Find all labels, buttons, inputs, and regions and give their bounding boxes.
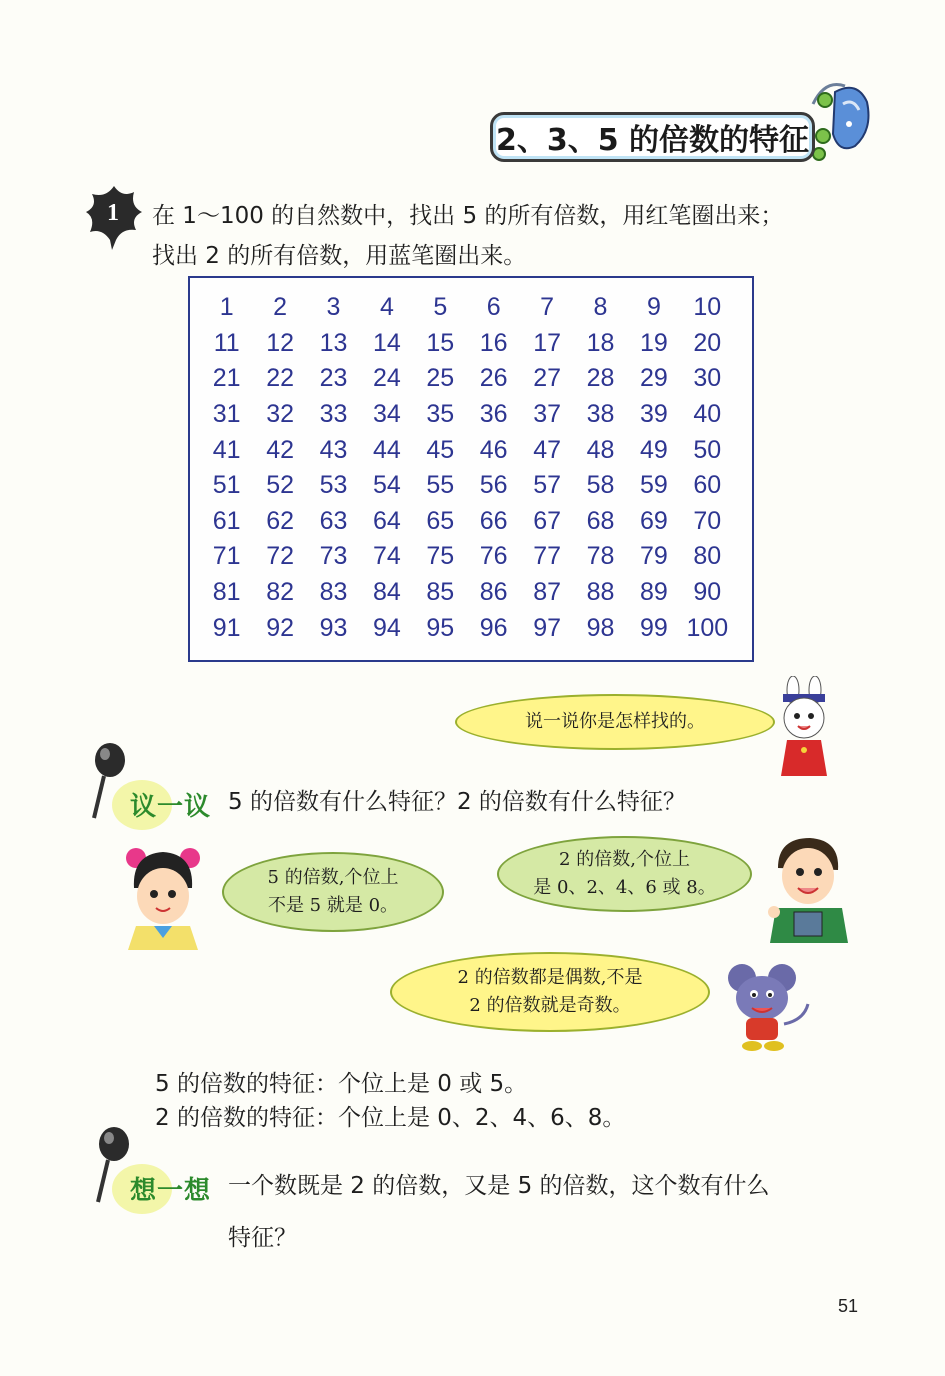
grid-number-cell[interactable]: 34 <box>372 400 401 429</box>
grid-number-cell[interactable]: 40 <box>693 400 722 429</box>
grid-number-cell[interactable]: 85 <box>426 578 455 607</box>
rabbit-speech-bubble <box>455 694 775 750</box>
grid-number-cell[interactable]: 83 <box>319 578 348 607</box>
grid-number-cell[interactable]: 41 <box>212 435 241 464</box>
grid-number-cell[interactable]: 94 <box>372 613 401 642</box>
grid-number-cell[interactable]: 87 <box>533 578 561 607</box>
grid-number-cell[interactable]: 88 <box>586 578 615 607</box>
grid-number-cell[interactable]: 36 <box>479 400 508 429</box>
grid-number-cell[interactable]: 100 <box>686 613 729 642</box>
grid-number-cell[interactable]: 72 <box>266 542 294 571</box>
grid-number-cell[interactable]: 10 <box>693 293 722 322</box>
grid-number-cell[interactable]: 9 <box>646 293 661 322</box>
page-number: 51 <box>838 1296 859 1316</box>
grid-number-cell[interactable]: 98 <box>586 613 615 642</box>
grid-number-cell[interactable]: 95 <box>426 613 455 642</box>
grid-number-cell[interactable]: 51 <box>212 471 241 500</box>
grid-number-cell[interactable]: 43 <box>319 435 348 464</box>
girl-speech-line2: 不是 5 就是 0。 <box>267 895 399 916</box>
girl-character <box>118 838 208 950</box>
grid-number-cell[interactable]: 23 <box>319 364 348 393</box>
grid-number-cell[interactable]: 69 <box>639 506 668 535</box>
task-number: 1 <box>107 200 119 226</box>
grid-number-cell[interactable]: 45 <box>426 435 455 464</box>
grid-number-cell[interactable]: 27 <box>533 364 561 393</box>
grid-number-cell[interactable]: 42 <box>266 435 294 464</box>
grid-number-cell[interactable]: 76 <box>479 542 508 571</box>
mouse-speech-line1: 2 的倍数都是偶数,不是 <box>457 967 643 988</box>
grid-number-cell[interactable]: 8 <box>593 293 608 322</box>
grid-number-cell[interactable]: 25 <box>426 364 455 393</box>
task1-instruction-line1: 在 1～100 的自然数中，找出 5 的所有倍数，用红笔圈出来； <box>152 203 784 229</box>
grid-number-cell[interactable]: 84 <box>372 578 401 607</box>
grid-number-cell[interactable]: 13 <box>319 328 348 357</box>
grid-number-cell[interactable]: 26 <box>479 364 508 393</box>
grid-number-cell[interactable]: 79 <box>639 542 668 571</box>
grid-number-cell[interactable]: 90 <box>693 578 722 607</box>
grid-number-cell[interactable]: 93 <box>319 613 348 642</box>
grid-number-cell[interactable]: 63 <box>319 506 348 535</box>
grid-number-cell[interactable]: 11 <box>213 328 240 357</box>
grid-number-cell[interactable]: 6 <box>486 293 501 322</box>
grid-number-cell[interactable]: 78 <box>586 542 615 571</box>
grid-number-cell[interactable]: 19 <box>639 328 668 357</box>
grid-number-cell[interactable]: 81 <box>212 578 241 607</box>
grid-number-cell[interactable]: 3 <box>326 293 341 322</box>
girl-speech-bubble <box>222 852 444 932</box>
grid-number-cell[interactable]: 12 <box>266 328 294 357</box>
think-question-line1: 一个数既是 2 的倍数，又是 5 的倍数，这个数有什么 <box>228 1173 770 1199</box>
grid-number-cell[interactable]: 49 <box>639 435 668 464</box>
grid-number-cell[interactable]: 46 <box>479 435 508 464</box>
grid-number-cell[interactable]: 96 <box>479 613 508 642</box>
grid-number-cell[interactable]: 4 <box>379 293 394 322</box>
grid-number-cell[interactable]: 77 <box>533 542 561 571</box>
grid-number-cell[interactable]: 62 <box>266 506 294 535</box>
grid-number-cell[interactable]: 75 <box>426 542 455 571</box>
grid-number-cell[interactable]: 52 <box>266 471 294 500</box>
grid-number-cell[interactable]: 47 <box>533 435 561 464</box>
grid-number-cell[interactable]: 97 <box>533 613 561 642</box>
grid-number-cell[interactable]: 22 <box>266 364 294 393</box>
grid-number-cell[interactable]: 50 <box>693 435 722 464</box>
grid-number-cell[interactable]: 55 <box>426 471 455 500</box>
number-grid <box>190 278 752 660</box>
mouse-character <box>712 960 812 1055</box>
grid-number-cell[interactable]: 59 <box>639 471 668 500</box>
grid-number-cell[interactable]: 14 <box>372 328 401 357</box>
rabbit-speech-text: 说一说你是怎样找的。 <box>525 711 705 732</box>
leaf-number-icon <box>82 182 146 252</box>
grid-number-cell[interactable]: 57 <box>533 471 561 500</box>
grid-number-cell[interactable]: 2 <box>273 293 288 322</box>
grid-number-cell[interactable]: 30 <box>693 364 722 393</box>
grid-number-cell[interactable]: 92 <box>266 613 294 642</box>
discuss-question: 5 的倍数有什么特征？2 的倍数有什么特征？ <box>228 789 686 815</box>
grid-number-cell[interactable]: 53 <box>319 471 348 500</box>
section-title: 2、3、5 的倍数的特征 <box>495 123 810 158</box>
mouse-speech-bubble <box>390 952 710 1032</box>
grid-number-cell[interactable]: 61 <box>212 506 241 535</box>
grid-number-cell[interactable]: 18 <box>586 328 615 357</box>
grid-number-cell[interactable]: 80 <box>693 542 722 571</box>
grid-number-cell[interactable]: 20 <box>693 328 722 357</box>
grid-number-cell[interactable]: 16 <box>479 328 508 357</box>
grid-number-cell[interactable]: 24 <box>372 364 401 393</box>
computer-mouse-icon <box>805 74 875 169</box>
grid-number-cell[interactable]: 64 <box>372 506 401 535</box>
grid-number-cell[interactable]: 58 <box>586 471 615 500</box>
rule-multiples-of-2: 2 的倍数的特征：个位上是 0、2、4、6、8。 <box>155 1105 626 1131</box>
grid-number-cell[interactable]: 67 <box>533 506 561 535</box>
grid-number-cell[interactable]: 1 <box>219 293 234 322</box>
grid-number-cell[interactable]: 54 <box>372 471 401 500</box>
rule-multiples-of-5: 5 的倍数的特征：个位上是 0 或 5。 <box>155 1071 528 1097</box>
grid-number-cell[interactable]: 33 <box>319 400 348 429</box>
boy-speech-line1: 2 的倍数,个位上 <box>559 849 690 870</box>
girl-speech-line1: 5 的倍数,个位上 <box>267 867 399 888</box>
grid-number-cell[interactable]: 37 <box>533 400 561 429</box>
grid-number-cell[interactable]: 35 <box>426 400 455 429</box>
think-question-line2: 特征？ <box>228 1225 297 1251</box>
grid-number-cell[interactable]: 29 <box>639 364 668 393</box>
rabbit-character <box>765 676 845 786</box>
grid-number-cell[interactable]: 89 <box>639 578 668 607</box>
number-grid-box <box>188 276 754 662</box>
grid-number-cell[interactable]: 65 <box>426 506 455 535</box>
grid-number-cell[interactable]: 7 <box>540 293 555 322</box>
discuss-heading: 议一议 <box>130 792 212 822</box>
section-title-badge <box>490 112 815 162</box>
grid-number-cell[interactable]: 74 <box>372 542 401 571</box>
grid-number-cell[interactable]: 56 <box>479 471 508 500</box>
grid-number-cell[interactable]: 99 <box>639 613 668 642</box>
grid-number-cell[interactable]: 48 <box>586 435 615 464</box>
grid-number-cell[interactable]: 28 <box>586 364 615 393</box>
grid-number-cell[interactable]: 17 <box>533 328 561 357</box>
grid-number-cell[interactable]: 32 <box>266 400 294 429</box>
think-heading: 想一想 <box>130 1176 212 1206</box>
grid-number-cell[interactable]: 82 <box>266 578 294 607</box>
grid-number-cell[interactable]: 44 <box>372 435 401 464</box>
grid-number-cell[interactable]: 15 <box>426 328 455 357</box>
task1-instruction-line2: 找出 2 的所有倍数，用蓝笔圈出来。 <box>152 243 527 269</box>
grid-number-cell[interactable]: 71 <box>212 542 241 571</box>
grid-number-cell[interactable]: 70 <box>693 506 722 535</box>
grid-number-cell[interactable]: 68 <box>586 506 615 535</box>
grid-number-cell[interactable]: 5 <box>433 293 448 322</box>
boy-character <box>760 828 850 943</box>
grid-number-cell[interactable]: 86 <box>479 578 508 607</box>
grid-number-cell[interactable]: 60 <box>693 471 722 500</box>
grid-number-cell[interactable]: 91 <box>212 613 241 642</box>
boy-speech-line2: 是 0、2、4、6 或 8。 <box>533 877 716 898</box>
mouse-speech-line2: 2 的倍数就是奇数。 <box>469 995 631 1016</box>
grid-number-cell[interactable]: 66 <box>479 506 508 535</box>
grid-number-cell[interactable]: 38 <box>586 400 615 429</box>
grid-number-cell[interactable]: 73 <box>319 542 348 571</box>
grid-number-cell[interactable]: 31 <box>212 400 241 429</box>
boy-speech-bubble <box>497 836 752 912</box>
grid-number-cell[interactable]: 39 <box>639 400 668 429</box>
grid-number-cell[interactable]: 21 <box>212 364 241 393</box>
